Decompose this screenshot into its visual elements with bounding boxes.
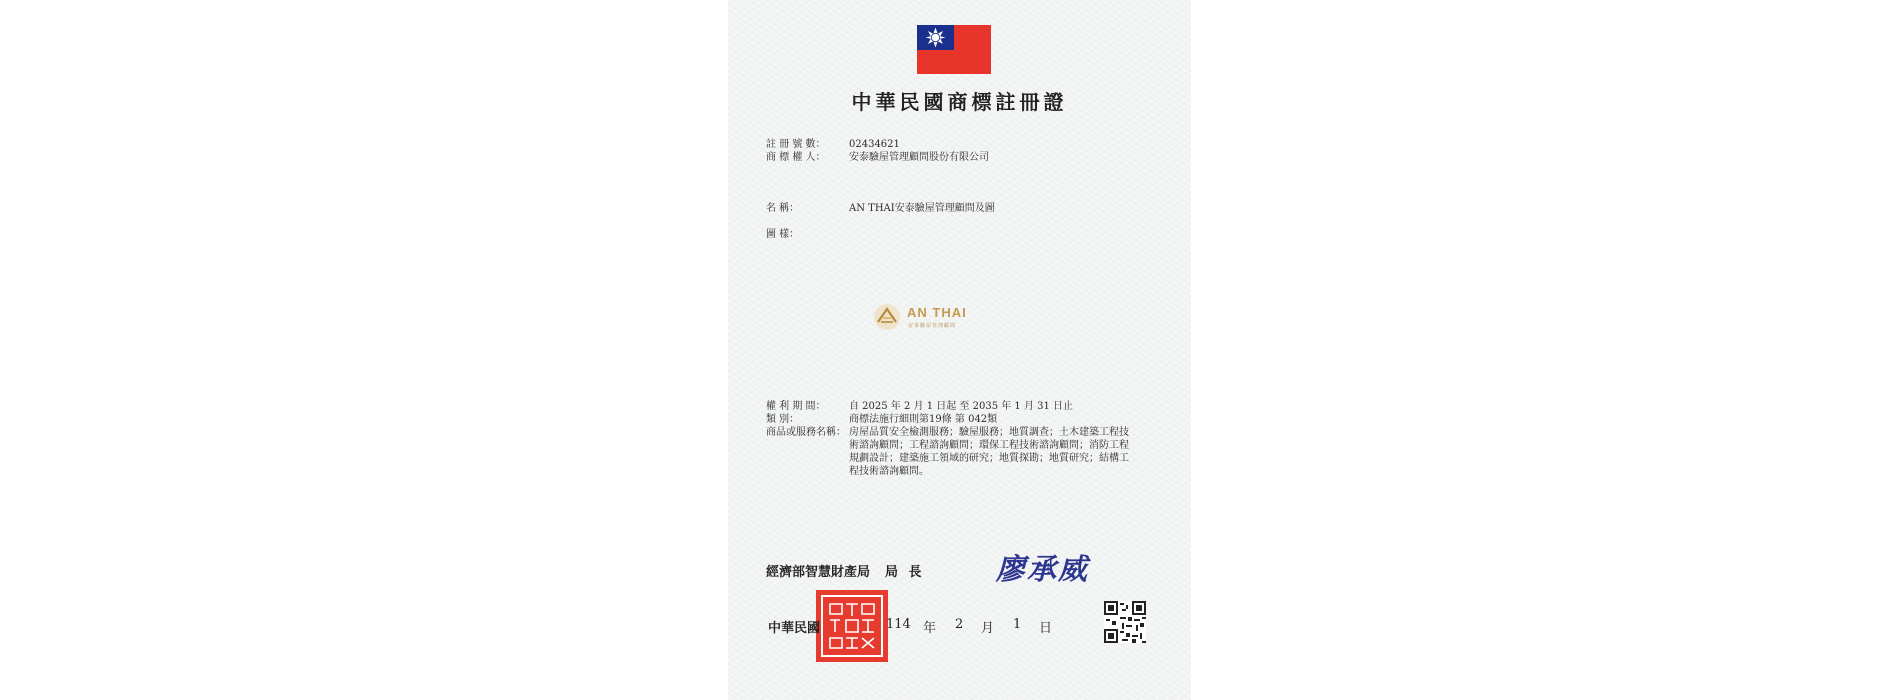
pattern-label: 圖 樣： — [766, 229, 800, 240]
trademark-logo — [872, 302, 1022, 338]
owner-row — [766, 151, 989, 164]
logo-subtext: 安泰驗屋管理顧問 — [908, 323, 957, 329]
term-value: 自 2025 年 2 月 1 日起 至 2035 年 1 月 31 日止 — [849, 401, 1074, 412]
date-year-unit: 年 — [923, 621, 937, 636]
date-month: 2 — [955, 617, 964, 632]
registration-number-label: 註 冊 號 數： — [766, 139, 826, 150]
director-signature: 廖承威 — [996, 552, 1090, 586]
date-day: 1 — [1013, 617, 1022, 632]
qr-code-icon — [1104, 601, 1146, 643]
director-title: 局 長 — [885, 565, 925, 580]
class-row — [766, 413, 997, 426]
goods-value: 房屋品質安全檢測服務；驗屋服務；地質調查；土木建築工程技術諮詢顧問；工程諮詢顧問；環保工程技術諮詢顧問；消防工程規劃設計；建築施工領域的研究；地質探勘；地質研究；結構工程技術諮詢顧問。 — [849, 427, 1129, 477]
date-year: 114 — [886, 617, 911, 632]
goods-label: 商品或服務名稱： — [766, 427, 846, 438]
name-label: 名 稱： — [766, 203, 800, 214]
certificate-title: 中華民國商標註冊證 — [851, 90, 1068, 114]
term-row — [766, 400, 1073, 413]
goods-row — [766, 426, 1176, 486]
name-value: AN THAI安泰驗屋管理顧問及圖 — [849, 203, 995, 214]
trademark-certificate — [728, 0, 1191, 700]
anthai-house-icon — [872, 302, 902, 332]
registration-number-value: 02434621 — [849, 139, 900, 150]
date-month-unit: 月 — [981, 621, 995, 636]
term-label: 權 利 期 間： — [766, 401, 826, 412]
pattern-row — [766, 228, 849, 241]
issuing-office: 經濟部智慧財產局 — [766, 565, 871, 580]
registration-number-row — [766, 138, 900, 151]
owner-value: 安泰驗屋管理顧問股份有限公司 — [849, 152, 989, 163]
logo-text: AN THAI — [907, 305, 967, 320]
owner-label: 商 標 權 人： — [766, 152, 826, 163]
class-value: 商標法施行細則第19條 第 042類 — [849, 414, 998, 425]
roc-flag-icon — [917, 25, 991, 74]
class-label: 類 別： — [766, 414, 800, 425]
official-seal-icon — [816, 590, 888, 662]
name-row — [766, 202, 995, 215]
date-day-unit: 日 — [1039, 621, 1053, 636]
date-era: 中華民國 — [768, 621, 821, 636]
